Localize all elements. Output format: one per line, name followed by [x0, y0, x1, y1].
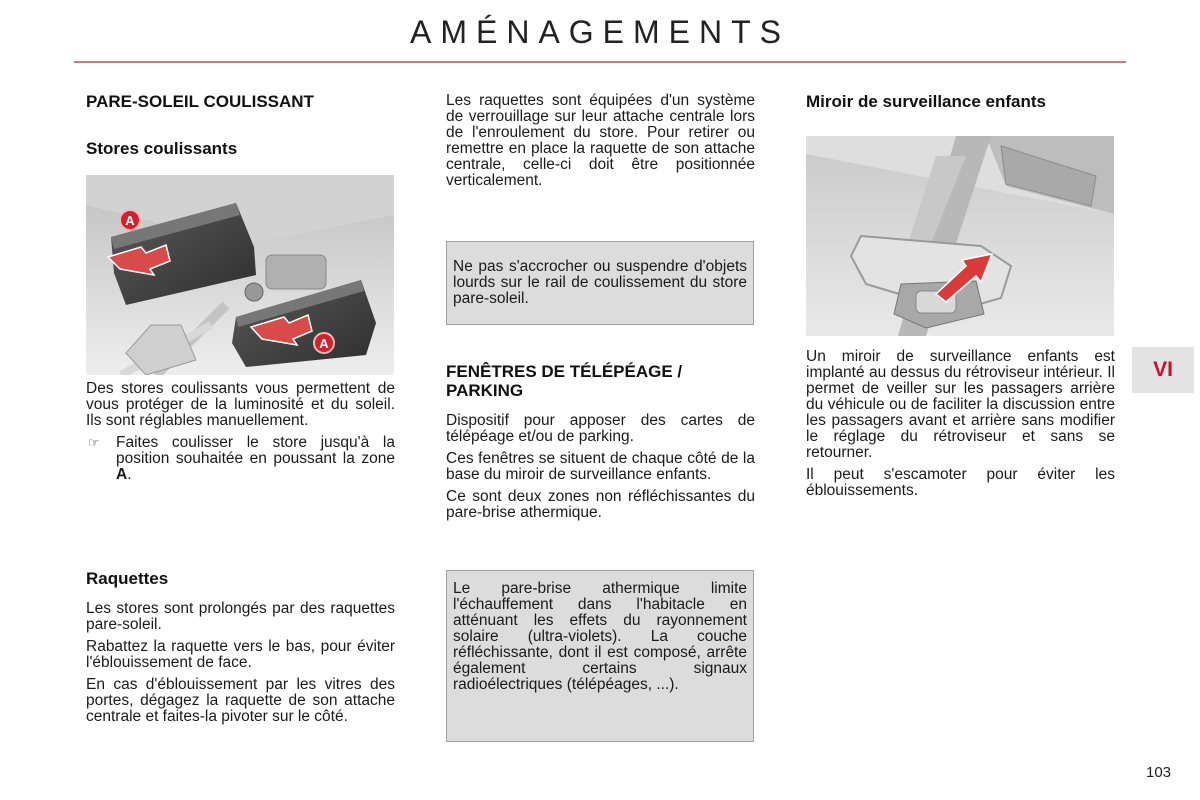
section-title-sun-visor: PARE-SOLEIL COULISSANT [86, 92, 314, 111]
label-a-top: A [125, 212, 135, 228]
toll-paragraph-3: Ce sont deux zones non réfléchissantes du pare-brise athermique. [446, 488, 755, 521]
instruction-text-end: . [127, 466, 132, 483]
raquettes-paragraph-1: Les stores sont prolongés par des raquettes pare-soleil. [86, 600, 395, 633]
heading-sliding-blinds: Stores coulissants [86, 139, 238, 158]
sliding-blinds-illustration [86, 175, 394, 375]
section-title-toll-windows: FENÊTRES DE TÉLÉPÉAGE / PARKING [446, 362, 683, 400]
warning-note-box [446, 241, 754, 325]
heading-raquettes: Raquettes [86, 569, 169, 588]
info-note-text: Le pare-brise athermique limite l'échauffement dans l'habitacle en atténuant les effets du rayonnement solaire (ultra-violets). La couche réfléchissante, dont il est composé, arrête également certains signaux radioélectriques (télépéages, ...). [453, 580, 747, 693]
child-mirror-illustration [806, 136, 1114, 336]
label-a-bottom: A [319, 335, 329, 351]
section-title-child-mirror: Miroir de surveillance enfants [806, 92, 1046, 111]
instruction-text-main: Faites coulisser le store jusqu'à la position souhaitée en poussant la zone [116, 434, 395, 467]
chapter-tab-label: VI [1153, 358, 1173, 381]
toll-windows-text-block [446, 413, 755, 527]
sliding-blinds-paragraph: Des stores coulissants vous permettent de vous protéger de la luminosité et du soleil. Ils sont réglables manuellement. [86, 380, 395, 429]
sliding-blinds-text-block [86, 381, 395, 483]
info-note-box [446, 570, 754, 742]
page-number: 103 [1146, 764, 1172, 781]
toll-paragraph-2: Ces fenêtres se situent de chaque côté de la base du miroir de surveillance enfants. [446, 450, 755, 483]
zone-a-reference: A [116, 466, 128, 483]
instruction-bullet [86, 435, 395, 483]
page-title: AMÉNAGEMENTS [409, 14, 791, 50]
child-mirror-paragraph-1: Un miroir de surveillance enfants est implanté au dessus du rétroviseur intérieur. Il permet de veiller sur les passagers arrière du véhicule ou de faciliter la discussion entre les passagers avant et arrière sans modifier le réglage du rétroviseur et sans se retourner. [806, 348, 1115, 461]
label-a-badge-bottom [313, 332, 335, 354]
raquettes-paragraph-2: Rabattez la raquette vers le bas, pour éviter l'éblouissement de face. [86, 638, 395, 671]
toll-paragraph-1: Dispositif pour apposer des cartes de télépéage et/ou de parking. [446, 412, 755, 445]
child-mirror-paragraph-2: Il peut s'escamoter pour éviter les éblouissements. [806, 466, 1115, 499]
child-mirror-text-block [806, 349, 1115, 505]
chapter-tab [1132, 347, 1194, 393]
bullet-hand-icon: ☞ [88, 435, 100, 450]
child-mirror-drawing [806, 136, 1114, 336]
raquettes-continued-block [446, 93, 755, 195]
raquettes-continued-paragraph: Les raquettes sont équipées d'un système de verrouillage sur leur attache centrale lors de l'enroulement du store. Pour retirer ou remettre en place la raquette de son attache centrale, celle-ci doit être positionnée verticalement. [446, 92, 755, 189]
sliding-blinds-drawing [86, 175, 394, 375]
warning-note-text: Ne pas s'accrocher ou suspendre d'objets lourds sur le rail de coulissement du store pare-soleil. [453, 258, 747, 307]
raquettes-paragraph-3: En cas d'éblouissement par les vitres des portes, dégagez la raquette de son attache centrale et faites-la pivoter sur le côté. [86, 676, 395, 725]
raquettes-text-block [86, 601, 395, 731]
label-a-badge-top [119, 209, 141, 231]
title-divider [74, 61, 1126, 63]
instruction-text [116, 435, 395, 483]
